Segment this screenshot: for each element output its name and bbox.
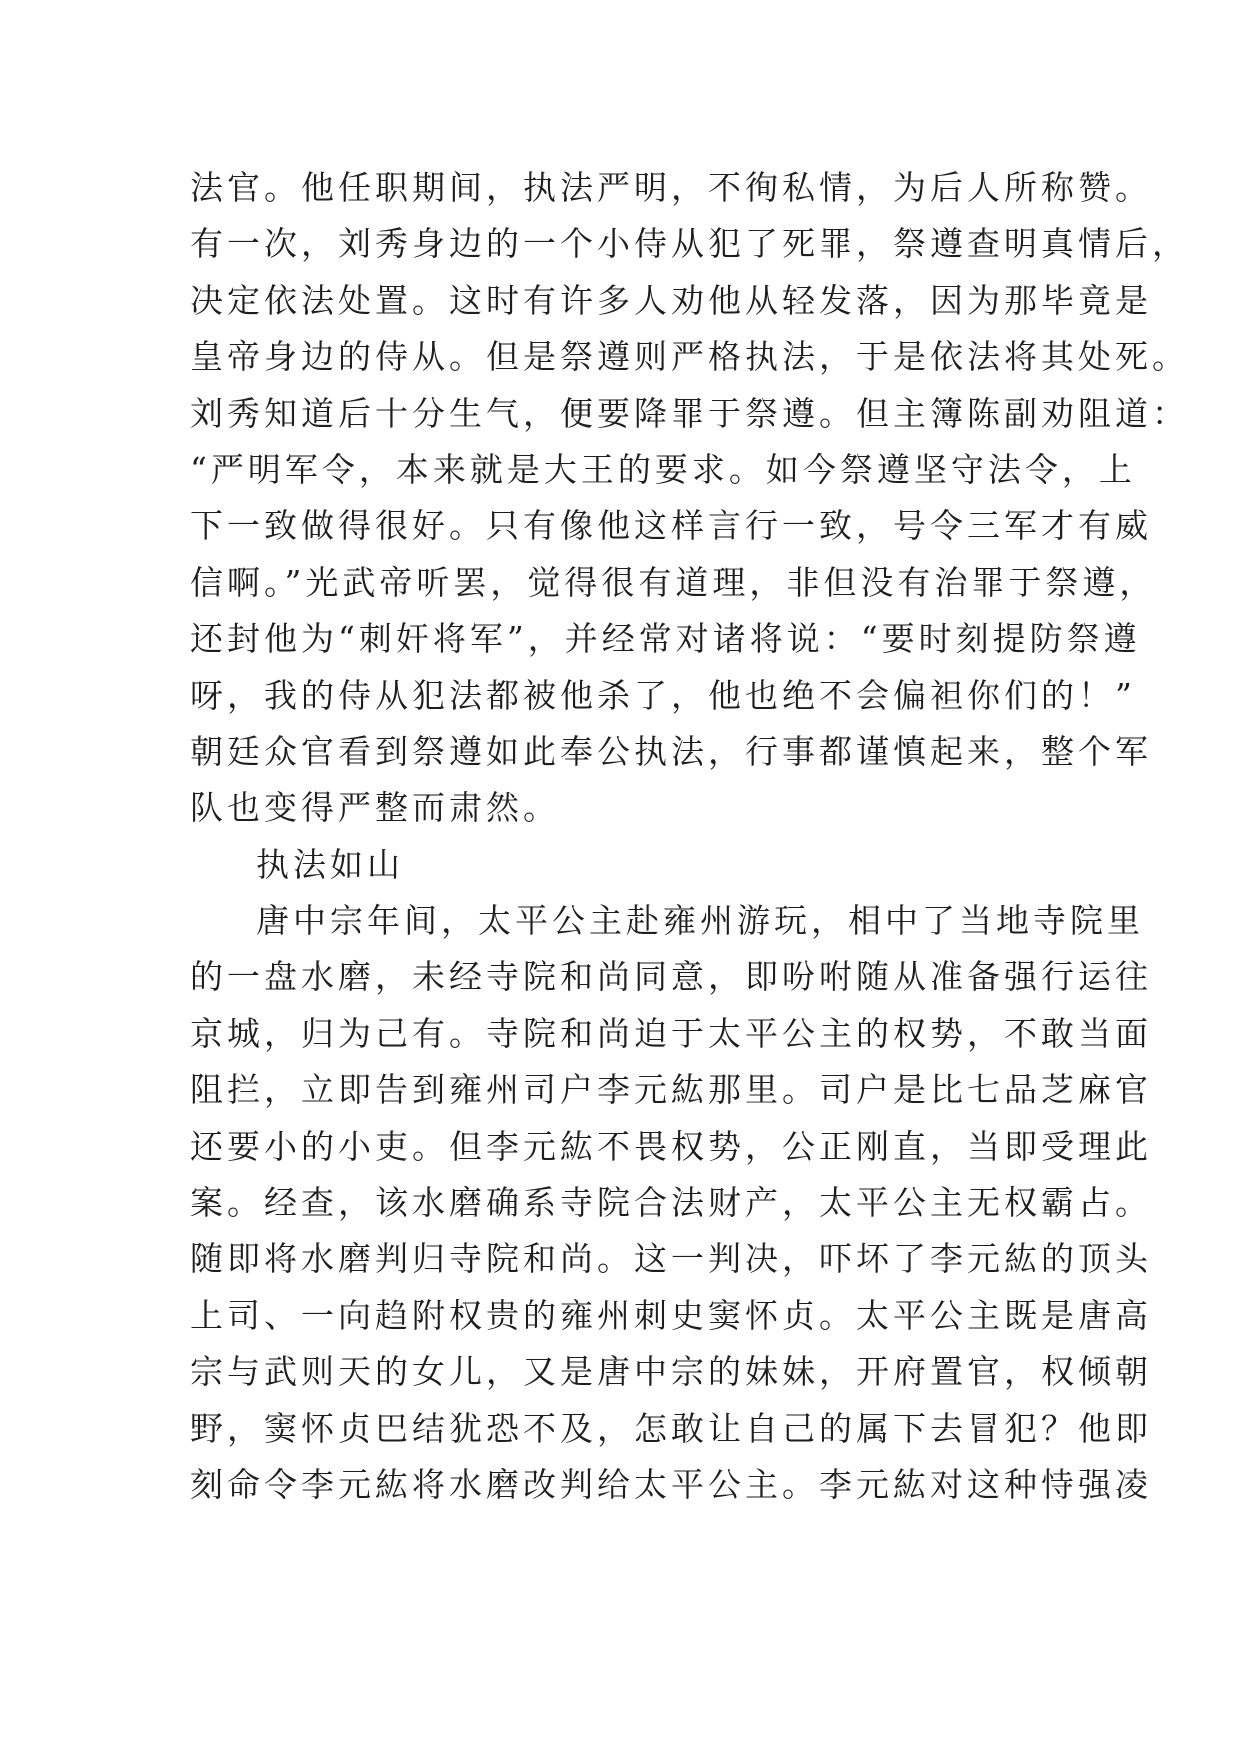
text-line: 野，窦怀贞巴结犹恐不及，怎敢让自己的属下去冒犯？他即 bbox=[190, 1408, 1152, 1448]
text-line: 随即将水磨判归寺院和尚。这一判决，吓坏了李元紘的顶头 bbox=[190, 1239, 1152, 1279]
text-line: 京城，归为己有。寺院和尚迫于太平公主的权势，不敢当面 bbox=[190, 1013, 1152, 1053]
text-line: 朝廷众官看到祭遵如此奉公执法，行事都谨慎起来，整个军 bbox=[190, 731, 1152, 771]
text-line: 队也变得严整而肃然。 bbox=[190, 788, 560, 828]
text-line: 还封他为“刺奸将军”，并经常对诸将说：“要时刻提防祭遵 bbox=[190, 619, 1141, 659]
text-line: 宗与武则天的女儿，又是唐中宗的妹妹，开府置官，权倾朝 bbox=[190, 1352, 1152, 1392]
text-line: 有一次，刘秀身边的一个小侍从犯了死罪，祭遵查明真情后， bbox=[190, 224, 1189, 264]
text-line: 呀，我的侍从犯法都被他杀了，他也绝不会偏袒你们的！” bbox=[190, 675, 1136, 715]
text-line: 唐中宗年间，太平公主赴雍州游玩，相中了当地寺院里 bbox=[256, 901, 1144, 941]
text-line: 的一盘水磨，未经寺院和尚同意，即吩咐随从准备强行运往 bbox=[190, 957, 1152, 997]
text-line: 下一致做得很好。只有像他这样言行一致，号令三军才有威 bbox=[190, 506, 1152, 546]
text-line: 决定依法处置。这时有许多人劝他从轻发落，因为那毕竟是 bbox=[190, 280, 1152, 320]
text-line: “严明军令，本来就是大王的要求。如今祭遵坚守法令，上 bbox=[190, 449, 1136, 489]
text-line: 还要小的小吏。但李元紘不畏权势，公正刚直，当即受理此 bbox=[190, 1126, 1152, 1166]
text-line: 信啊。”光武帝听罢，觉得很有道理，非但没有治罪于祭遵， bbox=[190, 562, 1157, 602]
document-body bbox=[190, 160, 1189, 1513]
text-line: 刻命令李元紘将水磨改判给太平公主。李元紘对这种恃强凌 bbox=[190, 1464, 1152, 1504]
text-line: 上司、一向趋附权贵的雍州刺史窦怀贞。太平公主既是唐高 bbox=[190, 1295, 1152, 1335]
text-line: 刘秀知道后十分生气，便要降罪于祭遵。但主簿陈副劝阻道： bbox=[190, 393, 1189, 433]
text-line: 皇帝身边的侍从。但是祭遵则严格执法，于是依法将其处死。 bbox=[190, 337, 1189, 377]
section-heading: 执法如山 bbox=[256, 844, 404, 884]
text-line: 法官。他任职期间，执法严明，不徇私情，为后人所称赞。 bbox=[190, 168, 1152, 207]
text-line: 阻拦，立即告到雍州司户李元紘那里。司户是比七品芝麻官 bbox=[190, 1070, 1152, 1110]
text-line: 案。经查，该水磨确系寺院合法财产，太平公主无权霸占。 bbox=[190, 1183, 1152, 1223]
